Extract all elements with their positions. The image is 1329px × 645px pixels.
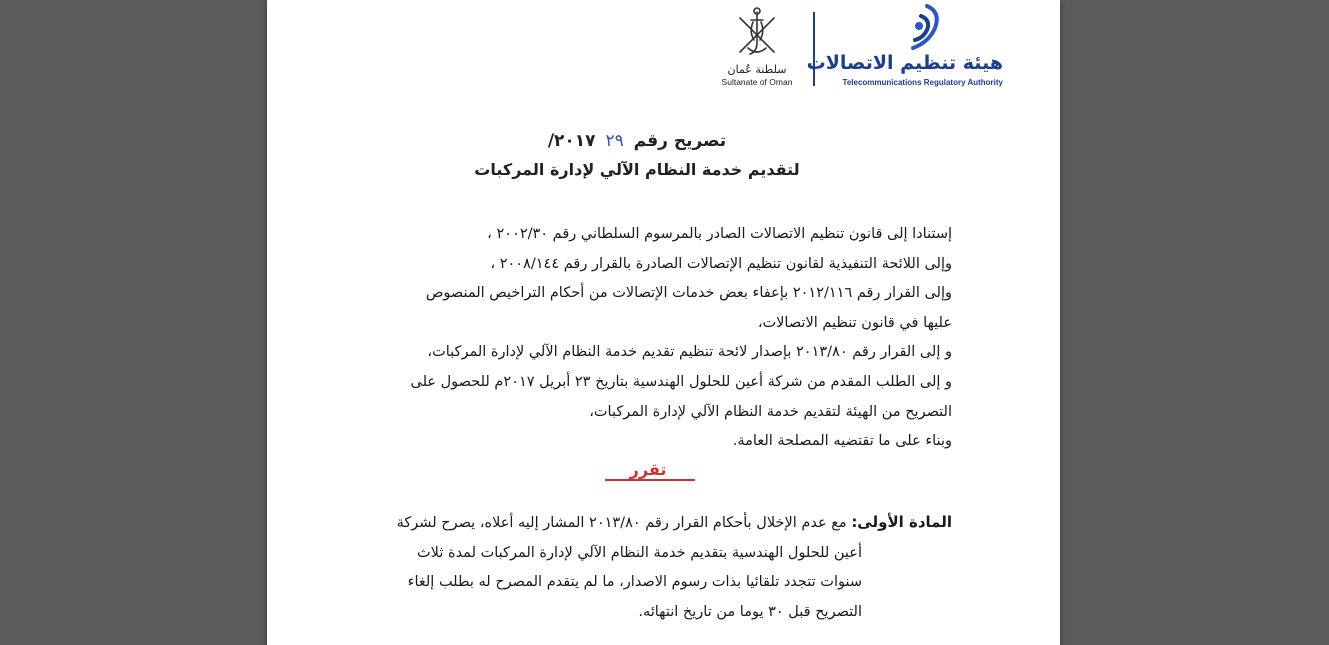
preamble-line: وإلى القرار رقم ٢٠١٢/١١٦ بإعفاء بعض خدمات الإتصالات من أحكام التراخيص المنصوص [425, 285, 952, 302]
permit-subtitle: لتقديم خدمة النظام الآلي لإدارة المركبات [474, 160, 800, 179]
letterhead [267, 0, 1060, 100]
oman-english-name: Sultanate of Oman [721, 77, 793, 87]
khanjar-emblem-icon [717, 6, 797, 62]
tra-swirl-icon [905, 2, 945, 58]
document-page [267, 0, 1060, 645]
oman-emblem [717, 6, 797, 90]
document-title [417, 126, 857, 184]
tra-arabic-name: هيئة تنظيم الاتصالات [806, 52, 1003, 74]
preamble-line: إستنادا إلى قانون تنظيم الاتصالات الصادر بالمرسوم السلطاني رقم ٢٠٠٢/٣٠ ، [487, 226, 952, 242]
article-1-line: أعين للحلول الهندسية بتقديم خدمة النظام الآلي لإدارة المركبات لمدة ثلاث [417, 544, 862, 561]
article-1-label: المادة الأولى: [851, 513, 952, 531]
permit-year: ٢٠١٧/ [547, 131, 596, 151]
decides-heading: تقرر [629, 460, 667, 479]
preamble-line: وبناء على ما تقتضيه المصلحة العامة. [732, 433, 952, 450]
permit-prefix: تصريح رقم [633, 131, 727, 151]
tra-english-name: Telecommunications Regulatory Authority [842, 78, 1003, 87]
preamble-line: التصريح من الهيئة لتقديم خدمة النظام الآلي لإدارة المركبات، [589, 403, 952, 420]
preamble-line: عليها في قانون تنظيم الاتصالات، [757, 314, 952, 331]
permit-number-line [417, 126, 857, 156]
article-1-line: سنوات تتجدد تلقائيا بذات رسوم الاصدار، ما لم يتقدم المصرح له بطلب إلغاء [407, 574, 862, 590]
article-1-first-line [347, 508, 952, 539]
permit-number: ٢٩ [605, 131, 624, 151]
decides-underline [605, 479, 695, 481]
preamble-line: و إلى الطلب المقدم من شركة أعين للحلول الهندسية بتاريخ ٢٣ أبريل ٢٠١٧م للحصول على [410, 373, 952, 390]
preamble-line: وإلى اللائحة التنفيذية لقانون تنظيم الإتصالات الصادرة بالقرار رقم ٢٠٠٨/١٤٤ ، [490, 255, 952, 272]
article-1-line: مع عدم الإخلال بأحكام القرار رقم ٢٠١٣/٨٠ المشار إليه أعلاه، يصرح لشركة [396, 515, 847, 531]
article-1 [347, 508, 952, 627]
preamble-line: و إلى القرار رقم ٢٠١٣/٨٠ بإصدار لائحة تنظيم تقديم خدمة النظام الآلي لإدارة المركبات، [427, 344, 952, 361]
tra-logo [806, 2, 1003, 94]
preamble [347, 220, 952, 457]
article-1-line: التصريح قبل ٣٠ يوما من تاريخ انتهائه. [638, 603, 862, 620]
header-divider [813, 12, 815, 86]
oman-arabic-name: سلطنة عُمان [727, 63, 787, 76]
